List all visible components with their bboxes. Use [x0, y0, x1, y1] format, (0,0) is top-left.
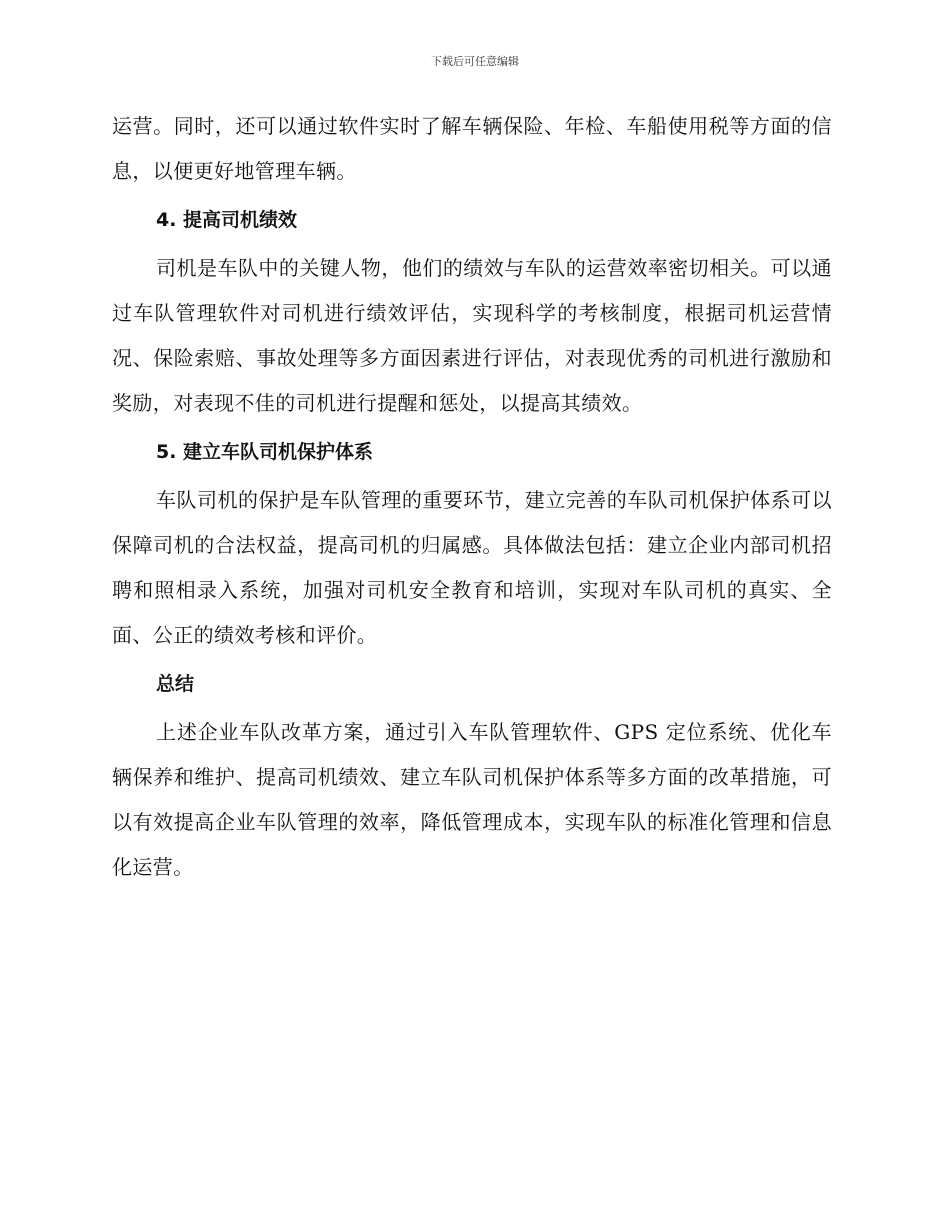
page-header: 下载后可任意编辑	[431, 55, 519, 68]
section-5-paragraph: 车队司机的保护是车队管理的重要环节，建立完善的车队司机保护体系可以保障司机的合法权益，提高司机的归属感。具体做法包括：建立企业内部司机招聘和照相录入系统，加强对司机安全教育和培训，实现对车队司机的真实、全面、公正的绩效考核和评价。	[112, 488, 832, 647]
summary-paragraph: 上述企业车队改革方案，通过引入车队管理软件、GPS 定位系统、优化车辆保养和维护、提高司机绩效、建立车队司机保护体系等多方面的改革措施，可以有效提高企业车队管理的效率，降低管理成本，实现车队的标准化管理和信息化运营。	[112, 720, 832, 879]
section-4-paragraph: 司机是车队中的关键人物，他们的绩效与车队的运营效率密切相关。可以通过车队管理软件对司机进行绩效评估，实现科学的考核制度，根据司机运营情况、保险索赔、事故处理等多方面因素进行评估，对表现优秀的司机进行激励和奖励，对表现不佳的司机进行提醒和惩处，以提高其绩效。	[112, 256, 832, 415]
section-heading-4: 4. 提高司机绩效	[156, 209, 298, 231]
intro-paragraph: 运营。同时，还可以通过软件实时了解车辆保险、年检、车船使用税等方面的信息，以便更好地管理车辆。	[112, 114, 832, 183]
summary-heading: 总结	[156, 673, 195, 695]
section-heading-5: 5. 建立车队司机保护体系	[156, 441, 374, 463]
document-body	[112, 104, 832, 890]
